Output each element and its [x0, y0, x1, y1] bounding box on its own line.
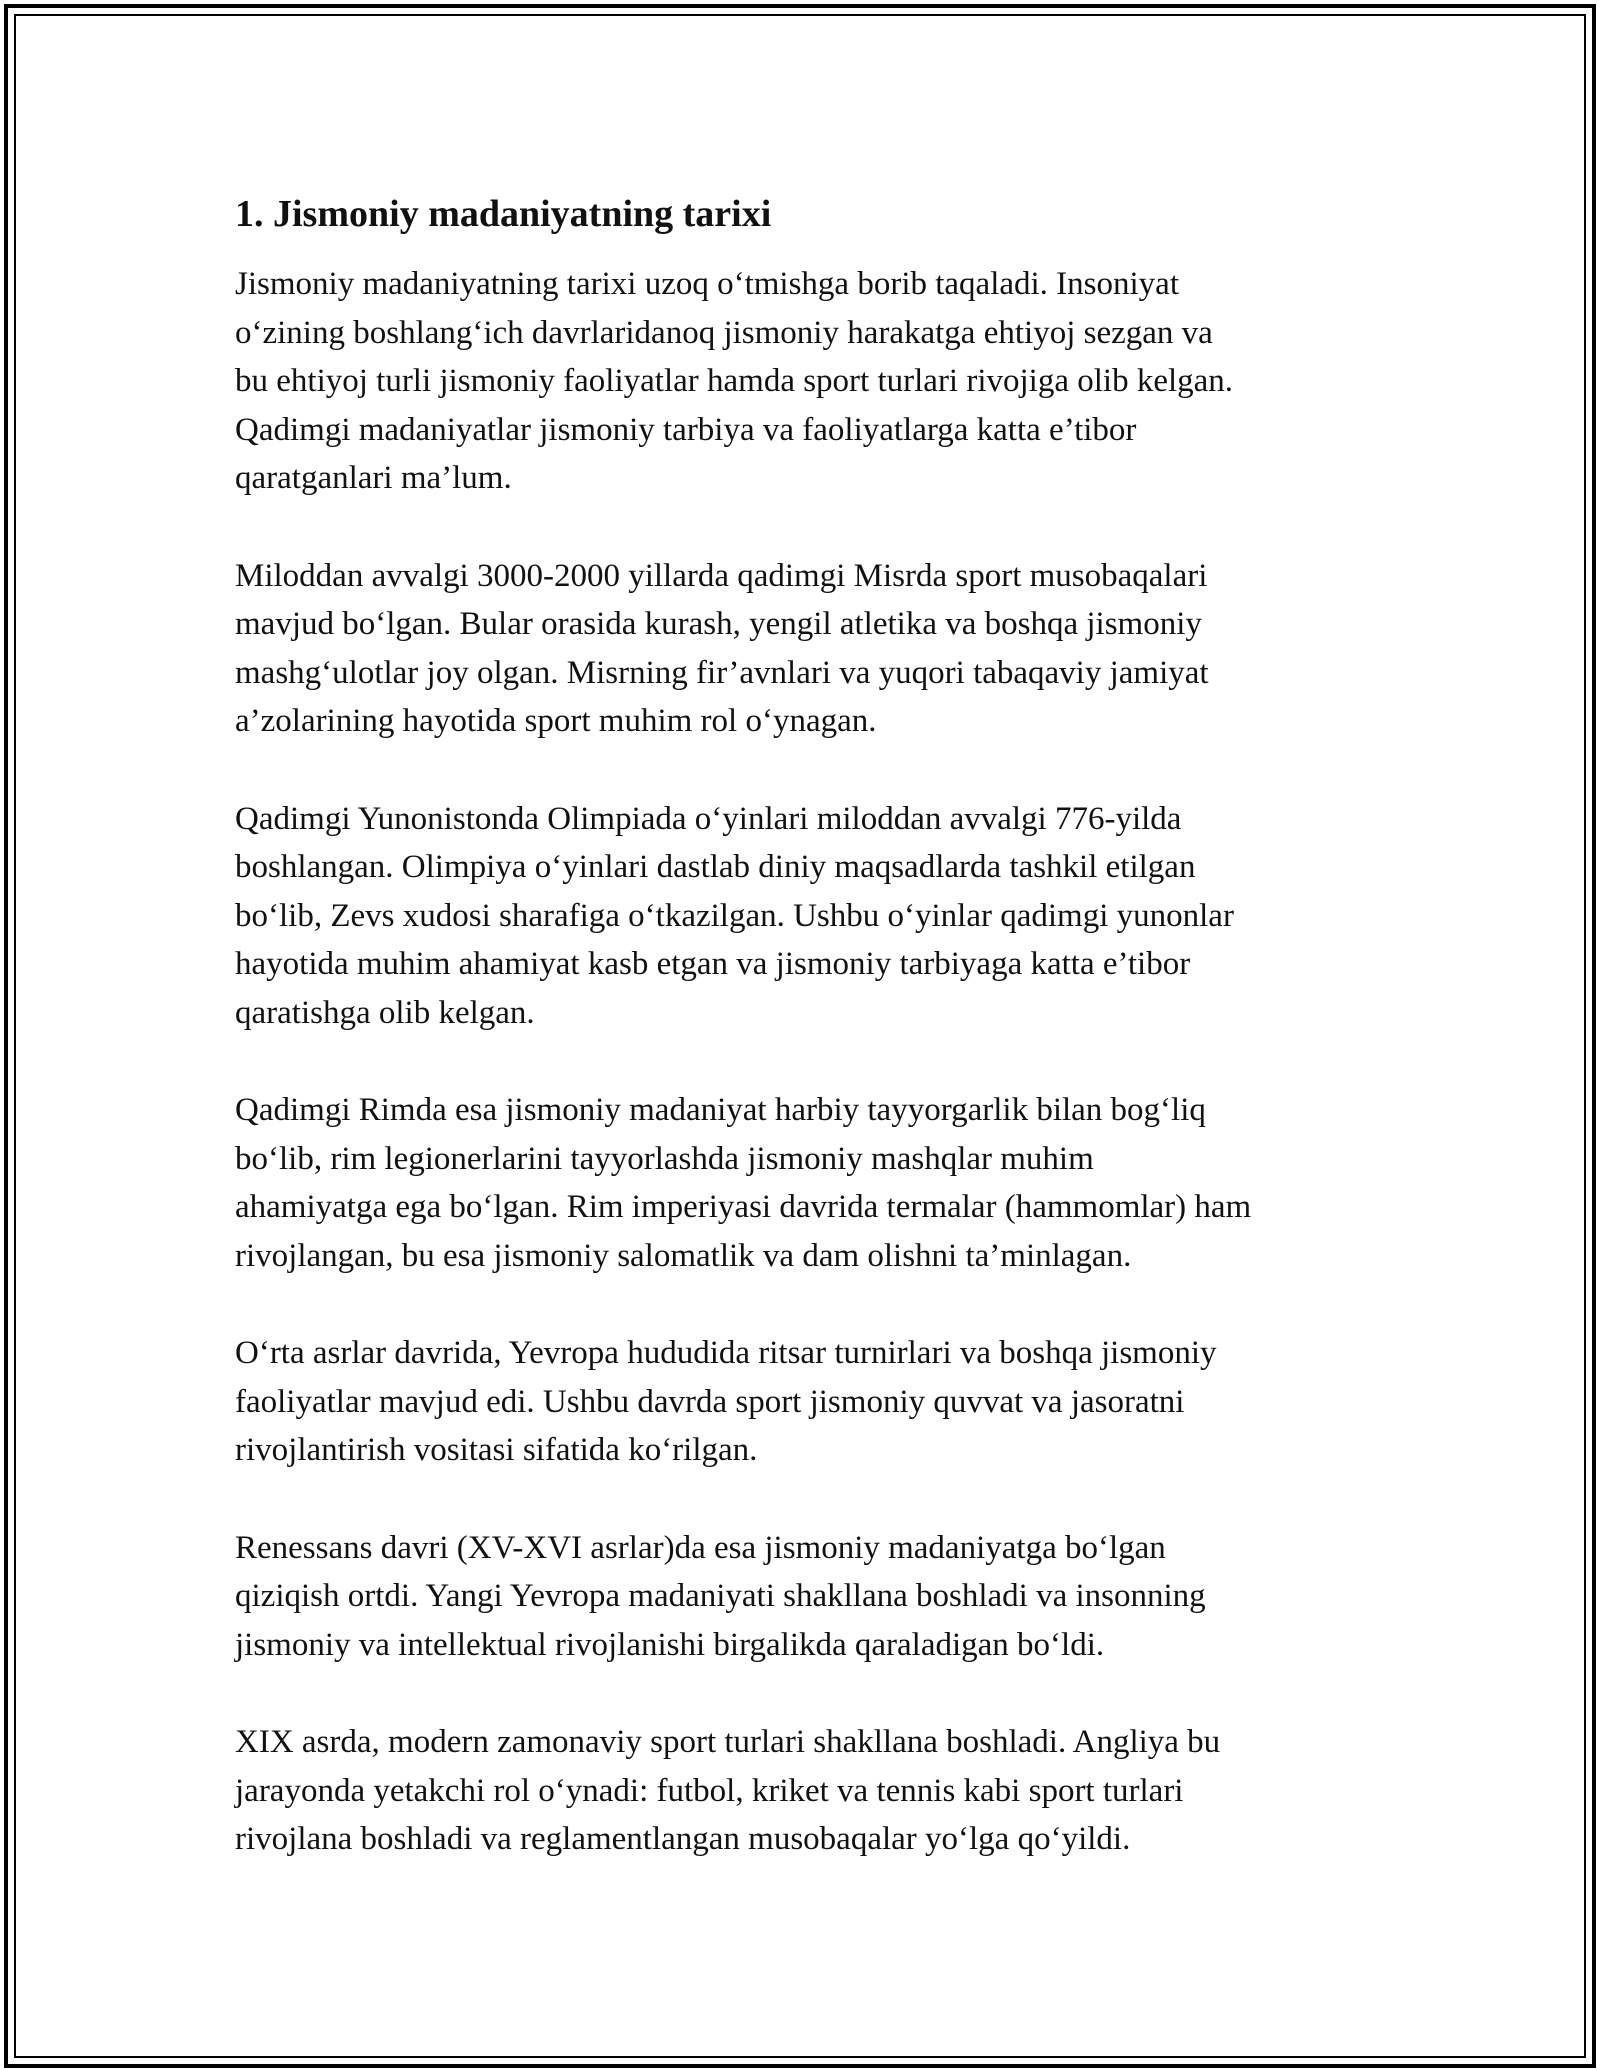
paragraph-line: O‘rta asrlar davrida, Yevropa hududida ritsar turnirlari va boshqa jismoniy: [235, 1335, 1217, 1371]
paragraph-line: rivojlana boshladi va reglamentlangan musobaqalar yo‘lga qo‘yildi.: [235, 1821, 1131, 1857]
paragraph-line: jismoniy va intellektual rivojlanishi birgalikda qaraladigan bo‘ldi.: [235, 1626, 1105, 1663]
paragraphs: [235, 260, 1395, 1864]
paragraph-line: a’zolarining hayotida sport muhim rol o‘ynagan.: [235, 703, 877, 739]
paragraph-line: mashg‘ulotlar joy olgan. Misrning fir’avnlari va yuqori tabaqaviy jamiyat: [235, 654, 1209, 691]
paragraph-line: Qadimgi Yunonistonda Olimpiada o‘yinlari miloddan avvalgi 776-yilda: [235, 800, 1182, 837]
paragraph-line: qaratganlari ma’lum.: [235, 460, 512, 496]
section-heading: 1. Jismoniy madaniyatning tarixi: [235, 193, 772, 235]
document-body: [235, 186, 1395, 1913]
paragraph-line: Miloddan avvalgi 3000-2000 yillarda qadimgi Misrda sport musobaqalari: [235, 557, 1208, 594]
paragraph-line: XIX asrda, modern zamonaviy sport turlari shakllana boshladi. Angliya bu: [235, 1724, 1221, 1760]
paragraph-line: jarayonda yetakchi rol o‘ynadi: futbol, kriket va tennis kabi sport turlari: [235, 1772, 1184, 1809]
paragraph-line: boshlangan. Olimpiya o‘yinlari dastlab diniy maqsadlarda tashkil etilgan: [235, 849, 1196, 885]
paragraph-line: bo‘lib, rim legionerlarini tayyorlashda jismoniy mashqlar muhim: [235, 1140, 1094, 1177]
paragraph-line: Jismoniy madaniyatning tarixi uzoq o‘tmishga borib taqaladi. Insoniyat: [235, 266, 1179, 302]
paragraph: [235, 1086, 1395, 1280]
paragraph-line: ahamiyatga ega bo‘lgan. Rim imperiyasi davrida termalar (hammomlar) ham: [235, 1189, 1252, 1225]
paragraph-line: bu ehtiyoj turli jismoniy faoliyatlar hamda sport turlari rivojiga olib kelgan.: [235, 363, 1234, 399]
paragraph: [235, 1329, 1395, 1475]
paragraph-line: bo‘lib, Zevs xudosi sharafiga o‘tkazilgan. Ushbu o‘yinlar qadimgi yunonlar: [235, 897, 1234, 934]
paragraph-line: rivojlantirish vositasi sifatida ko‘rilgan.: [235, 1432, 758, 1468]
paragraph: [235, 260, 1395, 503]
paragraph-line: hayotida muhim ahamiyat kasb etgan va jismoniy tarbiyaga katta e’tibor: [235, 946, 1191, 982]
paragraph-line: Qadimgi madaniyatlar jismoniy tarbiya va faoliyatlarga katta e’tibor: [235, 411, 1137, 448]
paragraph: [235, 1524, 1395, 1670]
paragraph-line: qiziqish ortdi. Yangi Yevropa madaniyati shakllana boshladi va insonning: [235, 1578, 1206, 1614]
paragraph-line: o‘zining boshlang‘ich davrlaridanoq jismoniy harakatga ehtiyoj sezgan va: [235, 314, 1213, 351]
paragraph: [235, 795, 1395, 1038]
paragraph-line: rivojlangan, bu esa jismoniy salomatlik va dam olishni ta’minlagan.: [235, 1237, 1132, 1274]
paragraph-line: qaratishga olib kelgan.: [235, 994, 535, 1031]
paragraph: [235, 552, 1395, 746]
paragraph-line: faoliyatlar mavjud edi. Ushbu davrda sport jismoniy quvvat va jasoratni: [235, 1383, 1185, 1420]
paragraph-line: Qadimgi Rimda esa jismoniy madaniyat harbiy tayyorgarlik bilan bog‘liq: [235, 1092, 1206, 1128]
paragraph-line: Renessans davri (XV-XVI asrlar)da esa jismoniy madaniyatga bo‘lgan: [235, 1529, 1166, 1566]
paragraph: [235, 1718, 1395, 1864]
paragraph-line: mavjud bo‘lgan. Bular orasida kurash, yengil atletika va boshqa jismoniy: [235, 606, 1202, 642]
